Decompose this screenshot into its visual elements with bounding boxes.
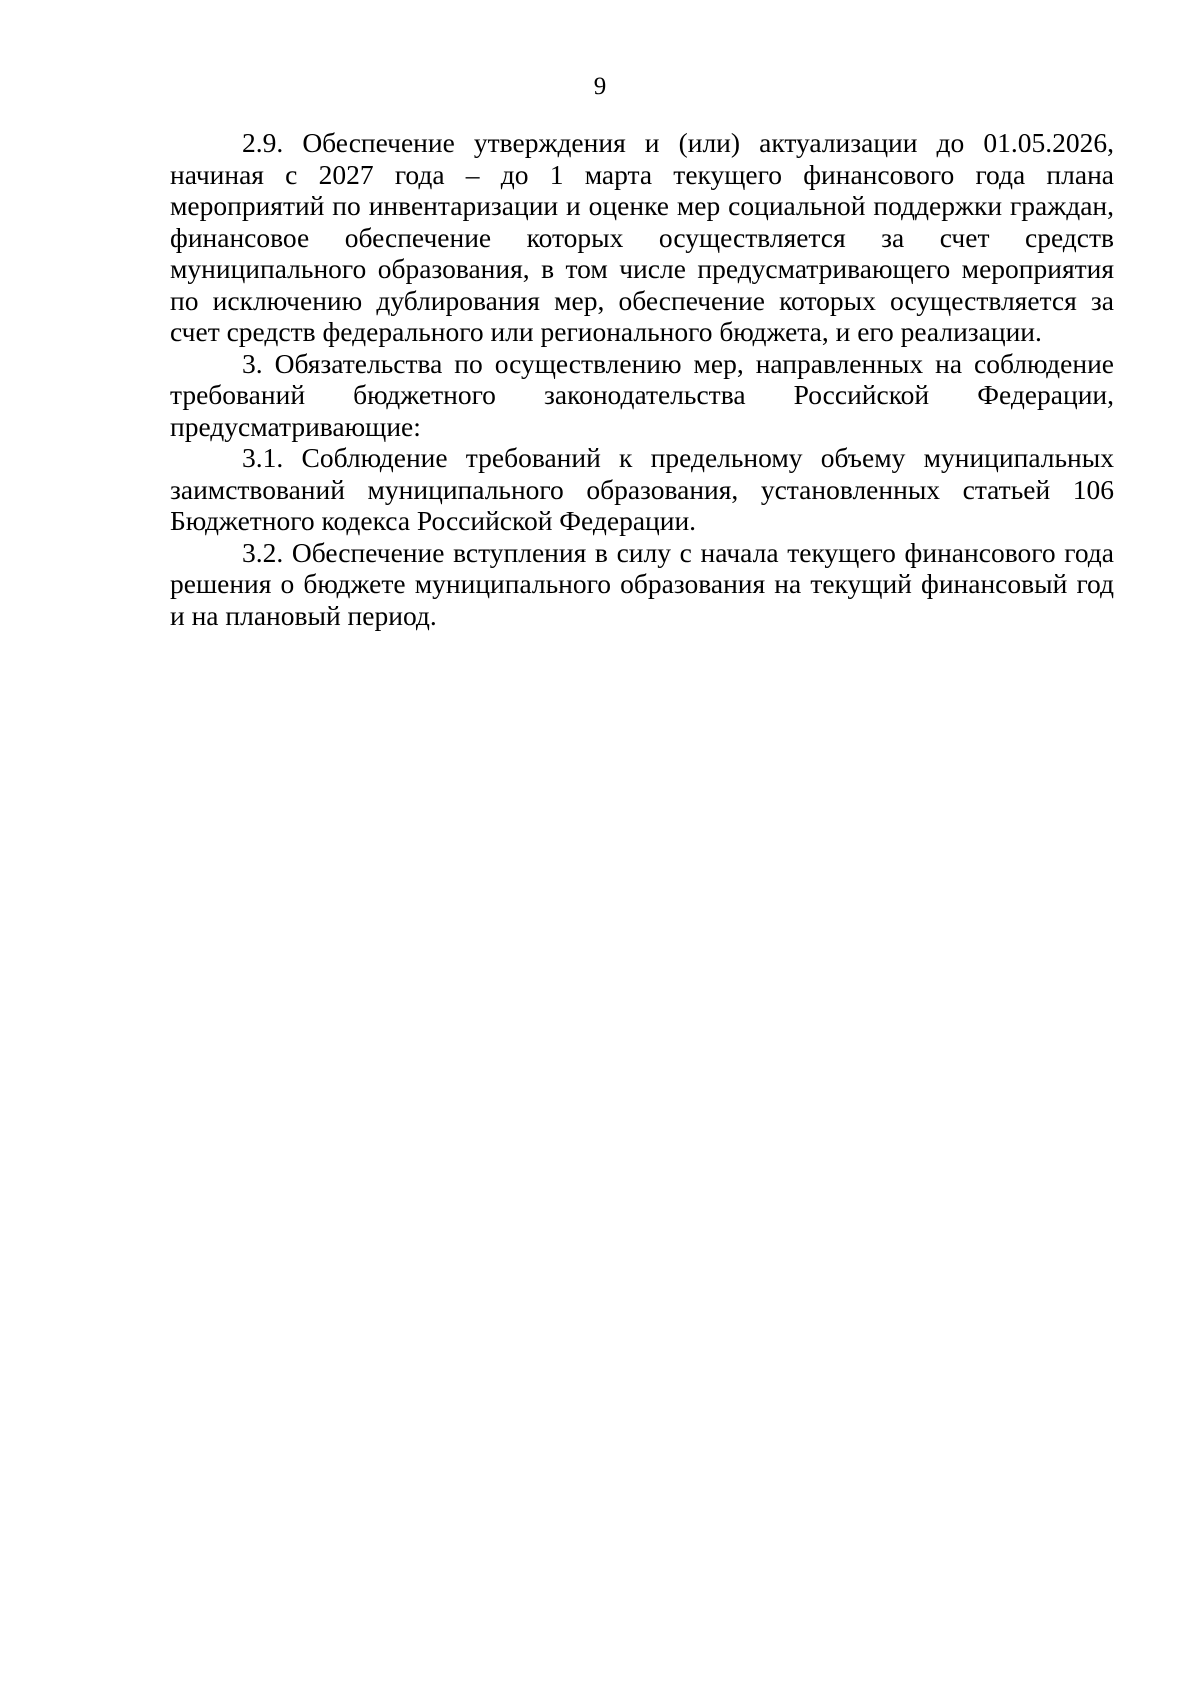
document-body <box>170 127 1114 631</box>
paragraph-3: 3. Обязательства по осуществлению мер, направленных на соблюдение требований бюджетного законодательства Российской Федерации, предусматривающие: <box>170 347 1114 442</box>
paragraph-3-1: 3.1. Соблюдение требований к предельному объему муниципальных заимствований муниципального образования, установленных статьей 106 Бюджетного кодекса Российской Федерации. <box>170 442 1114 536</box>
paragraph-2-9: 2.9. Обеспечение утверждения и (или) актуализации до 01.05.2026, начиная с 2027 года – до 1 марта текущего финансового года плана мероприятий по инвентаризации и оценке мер социальной поддержки граждан, финансовое обеспечение которых осуществляется за счет средств муниципального образования, в том числе предусматривающего мероприятия по исключению дублирования мер, обеспечение которых осуществляется за счет средств федерального или регионального бюджета, и его реализации. <box>170 127 1114 347</box>
page-number: 9 <box>593 73 607 100</box>
paragraph-3-2: 3.2. Обеспечение вступления в силу с начала текущего финансового года решения о бюджете муниципального образования на текущий финансовый год и на плановый период. <box>170 536 1114 631</box>
